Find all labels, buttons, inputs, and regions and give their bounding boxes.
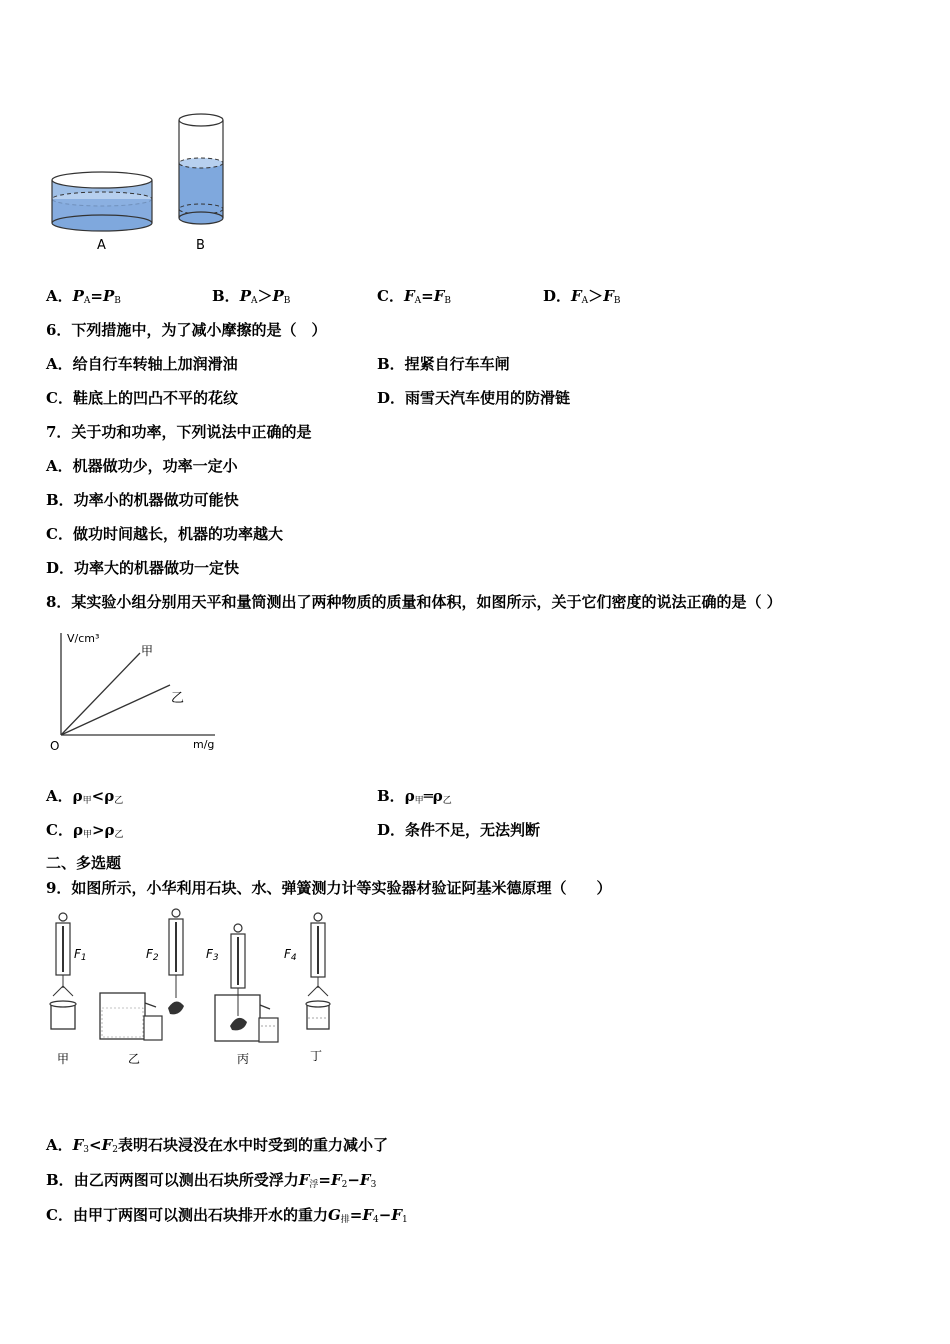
q5-option-d[interactable]	[543, 286, 620, 311]
line-jia	[61, 653, 140, 735]
symbol: F	[206, 947, 213, 961]
subscript: 排	[340, 1215, 350, 1225]
q9-option-c[interactable]	[46, 1205, 408, 1230]
q7-option-d[interactable]: D．功率大的机器做功一定快	[46, 559, 240, 577]
option-letter: D．	[543, 287, 572, 305]
option-text: 由甲丁两图可以测出石块排开水的重力	[72, 1206, 328, 1224]
subscript: 2	[152, 953, 159, 963]
symbol: ρ	[72, 821, 83, 839]
subscript: 2	[341, 1180, 348, 1190]
subscript: 乙	[442, 796, 452, 806]
subscript: B	[283, 296, 291, 306]
symbol: F	[403, 287, 415, 305]
symbol: F	[359, 1171, 371, 1189]
q7-option-c[interactable]: C．做功时间越长，机器的功率越大	[46, 525, 283, 543]
spring-scale-4	[306, 913, 330, 1029]
subscript: 1	[402, 1215, 408, 1225]
subscript: B	[444, 296, 451, 306]
containers-figure	[40, 105, 240, 260]
subscript: 甲	[82, 796, 92, 806]
symbol: F	[284, 947, 291, 961]
subscript: A	[250, 296, 258, 306]
symbol: F	[433, 287, 445, 305]
f2-label	[146, 947, 159, 963]
section-title: 二、多选题	[46, 854, 122, 872]
option-letter: C．	[46, 821, 73, 839]
line-yi	[61, 685, 170, 735]
overflow-beaker-setup	[100, 909, 184, 1040]
q8-stem: 8．某实验小组分别用天平和量筒测出了两种物质的质量和体积，如图所示，关于它们密度的说法正确的是（ ）	[46, 593, 782, 611]
subscript: 乙	[114, 830, 124, 840]
operator: =	[90, 287, 103, 305]
container-a-label: A	[97, 238, 106, 253]
subscript: 甲	[414, 796, 424, 806]
subscript: 4	[373, 1215, 379, 1225]
q6-stem: 6．下列措施中，为了减小摩擦的是（ ）	[46, 321, 327, 339]
line-jia-label: 甲	[141, 644, 154, 658]
caption-3: 丙	[237, 1052, 250, 1066]
option-text: 由乙丙两图可以测出石块所受浮力	[73, 1171, 299, 1189]
subscript: A	[581, 296, 589, 306]
operator: <	[89, 1136, 102, 1154]
operator: −	[378, 1206, 392, 1224]
symbol: ρ	[72, 787, 83, 805]
q6-option-c[interactable]: C．鞋底上的凹凸不平的花纹	[46, 389, 238, 407]
operator: ＞	[588, 287, 604, 305]
line-yi-label: 乙	[171, 691, 185, 706]
symbol: ρ	[404, 787, 415, 805]
option-letter: B．	[212, 287, 240, 305]
option-text: 表明石块浸没在水中时受到的重力减小了	[118, 1136, 389, 1154]
symbol: ρ	[104, 787, 115, 805]
symbol: F	[146, 947, 153, 961]
subscript: A	[414, 296, 422, 306]
operator: ═	[423, 787, 433, 805]
caption-2: 乙	[128, 1052, 141, 1066]
option-letter: C．	[46, 1206, 73, 1224]
q6-option-d[interactable]: D．雨雪天汽车使用的防滑链	[377, 389, 571, 407]
subscript: 4	[290, 953, 297, 963]
spring-scale-1	[50, 913, 76, 1029]
option-letter: B．	[46, 1171, 74, 1189]
density-graph	[40, 625, 230, 760]
operator: −	[347, 1171, 360, 1189]
option-letter: A．	[46, 787, 73, 805]
q6-option-a[interactable]: A．给自行车转轴上加润滑油	[46, 355, 238, 373]
f4-label	[284, 947, 297, 963]
f3-label	[206, 947, 219, 963]
subscript: 3	[370, 1180, 377, 1190]
origin-label: O	[50, 739, 60, 753]
symbol: F	[362, 1206, 374, 1224]
symbol: F	[101, 1136, 113, 1154]
operator: <	[91, 787, 105, 805]
q5-option-c[interactable]	[377, 286, 451, 311]
operator: ＞	[257, 287, 273, 305]
subscript: A	[83, 296, 91, 306]
operator: =	[421, 287, 434, 305]
q9-stem: 9．如图所示，小华利用石块、水、弹簧测力计等实验器材验证阿基米德原理（ ）	[46, 879, 612, 897]
subscript: B	[613, 296, 621, 306]
q8-option-c[interactable]	[46, 820, 124, 845]
symbol: F	[74, 947, 81, 961]
symbol: F	[298, 1171, 310, 1189]
symbol: P	[72, 287, 84, 305]
symbol: F	[391, 1206, 402, 1224]
subscript: 乙	[114, 796, 124, 806]
symbol: F	[72, 1136, 84, 1154]
option-letter: A．	[46, 287, 73, 305]
symbol: F	[330, 1171, 342, 1189]
symbol: F	[603, 287, 614, 305]
subscript: 3	[212, 953, 219, 963]
symbol: ρ	[432, 787, 443, 805]
symbol: F	[571, 287, 582, 305]
immersed-stone-setup	[212, 924, 278, 1042]
option-letter: B．	[377, 787, 405, 805]
subscript: 2	[112, 1145, 118, 1155]
caption-1: 甲	[57, 1052, 70, 1066]
option-letter: A．	[46, 1136, 73, 1154]
y-axis-label: V/cm³	[67, 632, 100, 645]
x-axis-label: m/g	[193, 738, 215, 751]
f1-label	[74, 947, 87, 963]
subscript: B	[114, 296, 121, 306]
q9-option-a[interactable]	[46, 1135, 388, 1160]
symbol: G	[327, 1206, 341, 1224]
operator: >	[91, 821, 105, 839]
symbol: P	[103, 287, 115, 305]
symbol: ρ	[104, 821, 115, 839]
archimedes-figure	[40, 908, 350, 1068]
container-b-label: B	[196, 238, 205, 253]
subscript: 3	[83, 1145, 90, 1155]
q8-option-d[interactable]: D．条件不足，无法判断	[377, 821, 541, 839]
q5-option-a[interactable]	[46, 286, 121, 311]
symbol: P	[272, 287, 284, 305]
q7-option-b[interactable]: B．功率小的机器做功可能快	[46, 491, 239, 509]
subscript: 浮	[309, 1180, 319, 1190]
operator: =	[349, 1206, 363, 1224]
subscript: 甲	[82, 830, 92, 840]
container-a	[52, 172, 152, 231]
q7-option-a[interactable]: A．机器做功少，功率一定小	[46, 457, 238, 475]
subscript: 1	[80, 953, 87, 963]
caption-4: 丁	[310, 1049, 323, 1063]
option-letter: C．	[377, 287, 404, 305]
q5-option-b[interactable]	[212, 286, 290, 311]
container-b	[179, 114, 223, 224]
q8-option-b[interactable]	[377, 786, 452, 811]
q6-option-b[interactable]: B．捏紧自行车车闸	[377, 355, 510, 373]
operator: =	[318, 1171, 331, 1189]
symbol: P	[239, 287, 251, 305]
q7-stem: 7．关于功和功率，下列说法中正确的是	[46, 423, 312, 441]
q8-option-a[interactable]	[46, 786, 123, 811]
q9-option-b[interactable]	[46, 1170, 376, 1195]
